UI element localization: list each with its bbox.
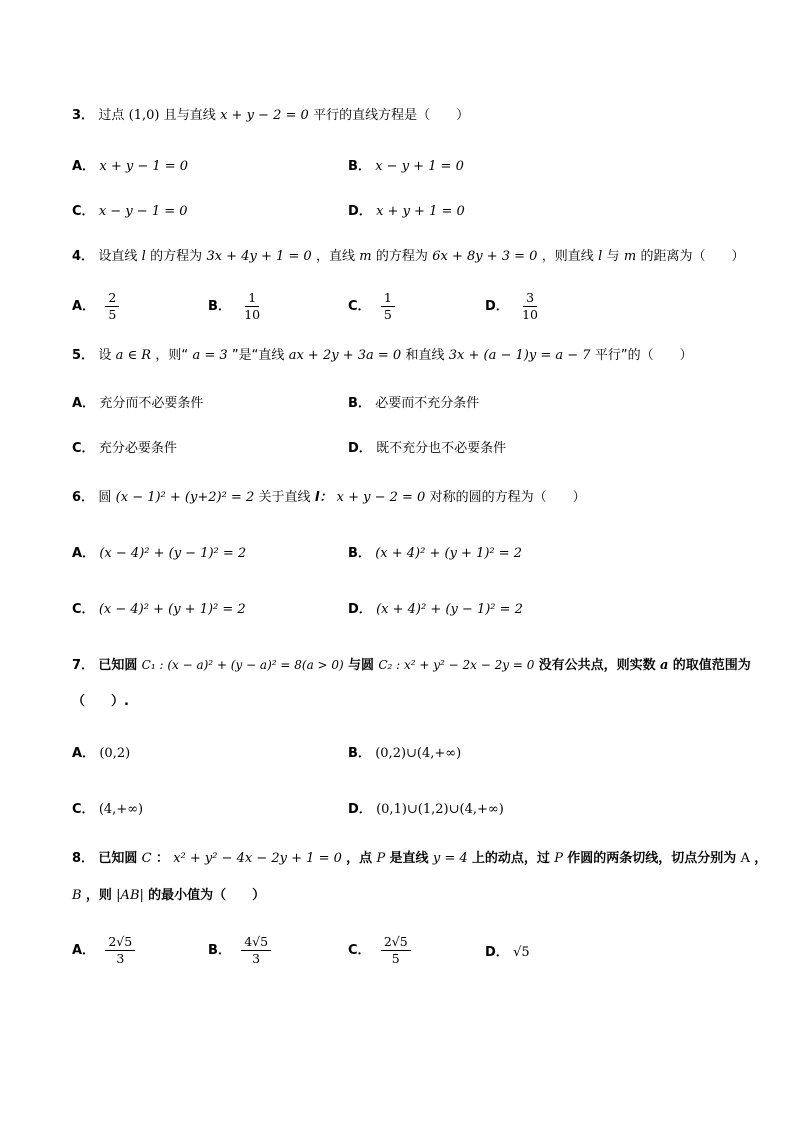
- option-label: A．: [72, 396, 96, 411]
- stem-text: 过点: [98, 108, 125, 123]
- stem-text: 已知圆: [98, 658, 138, 673]
- math-expr: C₁ : (x − a)² + (y − a)² = 8(a > 0): [141, 658, 344, 672]
- option-label: A．: [72, 943, 96, 958]
- option-b: [348, 543, 522, 564]
- option-label: A．: [72, 159, 96, 174]
- math-expr: x² + y² − 4x − 2y + 1 = 0: [173, 851, 342, 866]
- stem-text: 的方程为: [375, 249, 428, 264]
- question-number: 8．: [72, 851, 95, 866]
- stem-text: 平行”的（ ）: [594, 348, 693, 363]
- option-a: [72, 934, 135, 967]
- option-label: B．: [348, 546, 371, 561]
- stem-text: 已知圆: [98, 851, 138, 866]
- stem-text: ，则直线: [541, 249, 594, 264]
- stem-text: 作圆的两条切线，切点分别为: [567, 851, 737, 866]
- option-text: (0,1)∪(1,2)∪(4,+∞): [376, 802, 504, 817]
- option-d: [485, 942, 530, 963]
- math-expr: |AB|: [116, 888, 144, 903]
- option-label: C．: [72, 602, 95, 617]
- stem-text: 没有公共点，则实数: [538, 658, 656, 673]
- option-b: [208, 290, 263, 323]
- option-label: C．: [348, 943, 371, 958]
- option-label: B．: [348, 159, 371, 174]
- math-expr: y = 4: [432, 851, 468, 866]
- option-text: √5: [513, 945, 530, 960]
- option-b: [348, 743, 461, 764]
- question-7-stem: [72, 655, 751, 676]
- stem-text: 与圆: [348, 658, 375, 673]
- option-label: A．: [72, 546, 96, 561]
- denominator: 10: [244, 307, 261, 322]
- option-b: [208, 934, 271, 967]
- stem-text: 设直线: [98, 249, 138, 264]
- stem-text: ，直线: [315, 249, 355, 264]
- option-c: [72, 201, 188, 222]
- fraction: [105, 934, 135, 967]
- option-label: D．: [485, 945, 509, 960]
- stem-text: 关于直线: [258, 490, 311, 505]
- math-expr: C₂ : x² + y² − 2x − 2y = 0: [378, 658, 535, 672]
- stem-text: 设: [98, 348, 112, 363]
- math-expr: P: [554, 851, 563, 866]
- fraction: [105, 290, 119, 323]
- stem-text: （ ）.: [72, 694, 129, 709]
- numerator: 1: [245, 290, 259, 307]
- option-text: x − y + 1 = 0: [375, 159, 464, 174]
- denominator: 3: [252, 951, 261, 966]
- option-label: D．: [485, 299, 509, 314]
- line-name: l：: [314, 490, 333, 505]
- math-expr: x + y − 2 = 0: [336, 490, 426, 505]
- math-expr: (1,0): [128, 108, 160, 123]
- option-text: (x − 4)² + (y − 1)² = 2: [99, 546, 247, 561]
- math-expr: (x − 1)² + (y+2)² = 2: [115, 490, 255, 505]
- option-a: [72, 543, 246, 564]
- math-expr: m: [623, 249, 637, 264]
- option-text: (x + 4)² + (y + 1)² = 2: [375, 546, 523, 561]
- numerator: 1: [381, 290, 395, 307]
- stem-text: ：: [155, 851, 169, 866]
- stem-text: 且与直线: [163, 108, 216, 123]
- math-expr: 3x + (a − 1)y = a − 7: [448, 348, 591, 363]
- option-label: B．: [348, 396, 371, 411]
- math-expr: l: [598, 249, 603, 264]
- option-label: C．: [348, 299, 371, 314]
- stem-text: 和直线: [405, 348, 445, 363]
- option-label: A．: [72, 299, 96, 314]
- math-expr: a ∈ R: [115, 348, 152, 363]
- math-expr: 6x + 8y + 3 = 0: [432, 249, 538, 264]
- stem-text: 的方程为: [150, 249, 203, 264]
- stem-text: ”是“直线: [231, 348, 285, 363]
- denominator: 10: [522, 307, 538, 322]
- option-d: [348, 438, 506, 459]
- stem-text: ，则: [85, 888, 112, 903]
- numerator: 3: [523, 290, 537, 307]
- option-text: 充分而不必要条件: [99, 396, 204, 411]
- denominator: 5: [391, 951, 400, 966]
- question-7-stem-line2: [72, 691, 129, 712]
- math-expr: B: [72, 888, 82, 903]
- stem-text: ，点: [346, 851, 373, 866]
- numerator: 4√5: [241, 934, 271, 951]
- option-text: 充分必要条件: [98, 441, 177, 456]
- question-3-stem: [72, 105, 469, 126]
- option-text: (x − 4)² + (y + 1)² = 2: [98, 602, 246, 617]
- option-label: C．: [72, 441, 95, 456]
- math-expr: C: [141, 851, 152, 866]
- option-label: C．: [72, 802, 95, 817]
- question-number: 4．: [72, 249, 95, 264]
- option-c: [72, 799, 143, 820]
- option-d: [348, 799, 504, 820]
- option-text: x + y − 1 = 0: [99, 159, 189, 174]
- stem-text: ，: [754, 851, 768, 866]
- stem-text: 的最小值为（ ）: [148, 888, 266, 903]
- option-label: D．: [348, 602, 372, 617]
- fraction: [241, 934, 271, 967]
- fraction: [241, 290, 263, 323]
- denominator: 3: [116, 951, 125, 966]
- stem-text: 的距离为（ ）: [640, 249, 745, 264]
- math-expr: l: [141, 249, 146, 264]
- fraction: [381, 290, 395, 323]
- question-4-stem: [72, 246, 744, 267]
- option-a: [72, 156, 188, 177]
- option-text: 既不充分也不必要条件: [376, 441, 507, 456]
- math-expr: ax + 2y + 3a = 0: [288, 348, 402, 363]
- option-text: (0,2): [99, 746, 131, 761]
- option-text: (x + 4)² + (y − 1)² = 2: [376, 602, 523, 617]
- option-d: [348, 599, 523, 620]
- option-b: [348, 156, 464, 177]
- question-8-stem-line2: [72, 885, 265, 906]
- option-text: (4,+∞): [98, 802, 144, 817]
- denominator: 5: [108, 307, 117, 322]
- option-c: [348, 290, 395, 323]
- option-label: D．: [348, 802, 372, 817]
- math-expr: m: [359, 249, 372, 264]
- option-text: (0,2)∪(4,+∞): [375, 746, 462, 761]
- fraction: [519, 290, 541, 323]
- option-c: [72, 599, 246, 620]
- option-a: [72, 743, 130, 764]
- option-label: D．: [348, 204, 372, 219]
- option-c: [348, 934, 411, 967]
- question-number: 7．: [72, 658, 95, 673]
- stem-text: 平行的直线方程是（ ）: [313, 108, 470, 123]
- option-label: B．: [348, 746, 371, 761]
- question-number: 6．: [72, 490, 95, 505]
- option-label: C．: [72, 204, 95, 219]
- fraction: [381, 934, 411, 967]
- option-label: B．: [208, 943, 231, 958]
- math-expr: A: [740, 851, 750, 866]
- option-c: [72, 438, 177, 459]
- stem-text: 对称的圆的方程为（ ）: [429, 490, 586, 505]
- stem-text: 上的动点，过: [471, 851, 550, 866]
- numerator: 2: [105, 290, 119, 307]
- stem-text: 与: [606, 249, 620, 264]
- math-expr: a = 3: [192, 348, 228, 363]
- denominator: 5: [383, 307, 392, 322]
- option-d: [348, 201, 465, 222]
- question-8-stem: [72, 848, 767, 869]
- stem-text: 是直线: [389, 851, 429, 866]
- math-expr: x + y − 2 = 0: [220, 108, 309, 123]
- question-number: 3．: [72, 108, 95, 123]
- stem-text: 圆: [98, 490, 112, 505]
- question-5-stem: [72, 345, 693, 366]
- question-number: 5．: [72, 348, 95, 363]
- option-a: [72, 290, 119, 323]
- option-label: D．: [348, 441, 372, 456]
- option-text: x − y − 1 = 0: [98, 204, 188, 219]
- option-label: B．: [208, 299, 231, 314]
- option-d: [485, 290, 541, 323]
- question-6-stem: [72, 487, 586, 508]
- math-expr: a: [659, 658, 669, 673]
- option-label: A．: [72, 746, 96, 761]
- option-text: 必要而不充分条件: [375, 396, 480, 411]
- option-a: [72, 393, 203, 414]
- math-expr: P: [376, 851, 386, 866]
- stem-text: ，则“: [155, 348, 189, 363]
- math-expr: 3x + 4y + 1 = 0: [206, 249, 312, 264]
- option-text: x + y + 1 = 0: [376, 204, 465, 219]
- numerator: 2√5: [105, 934, 135, 951]
- option-b: [348, 393, 479, 414]
- numerator: 2√5: [381, 934, 411, 951]
- stem-text: 的取值范围为: [672, 658, 751, 673]
